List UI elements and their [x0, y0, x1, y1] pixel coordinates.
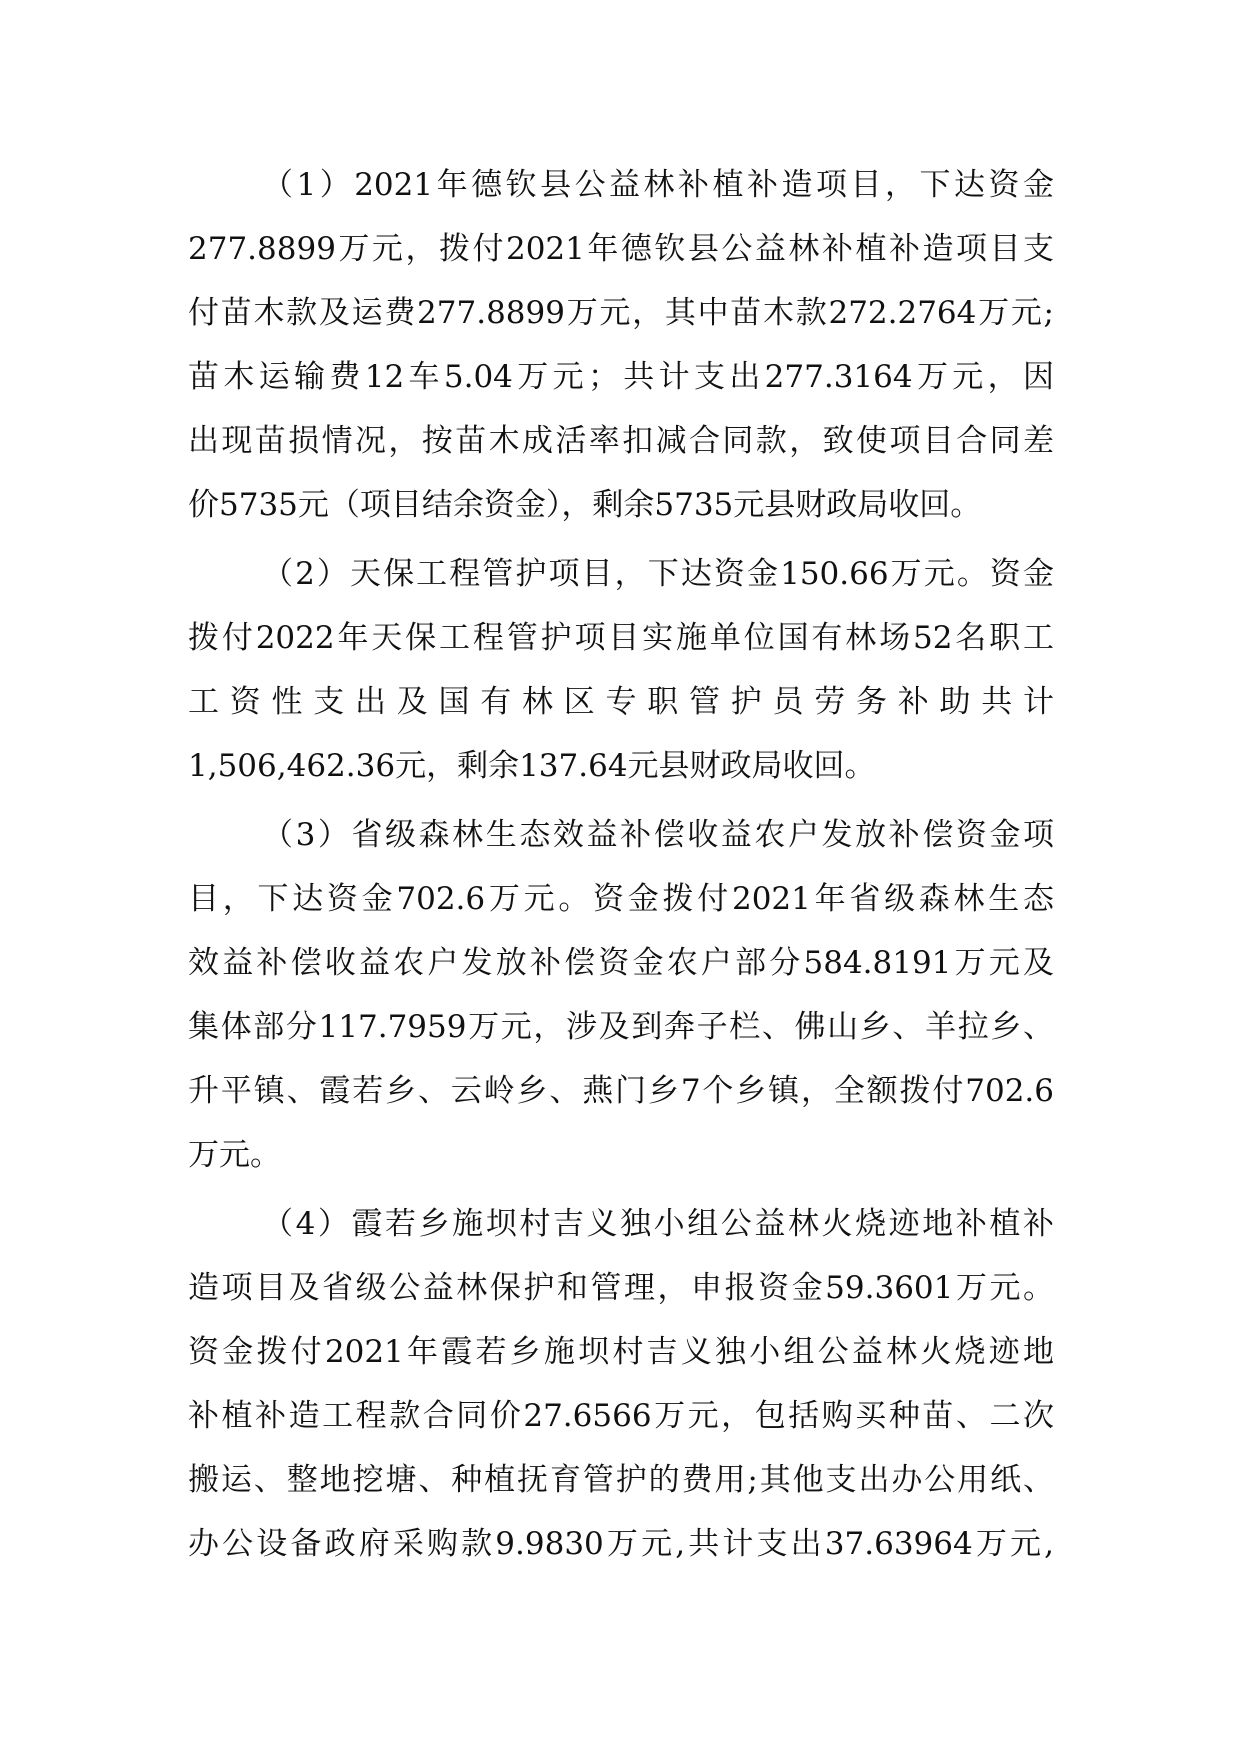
text-line: 出现苗损情况，按苗木成活率扣减合同款，致使项目合同差 [188, 423, 1054, 459]
text-line: 资金拨付2021年霞若乡施坝村吉义独小组公益林火烧迹地 [188, 1334, 1054, 1370]
text-line: 拨付2022年天保工程管护项目实施单位国有林场52名职工 [188, 620, 1054, 656]
text-line: （3）省级森林生态效益补偿收益农户发放补偿资金项 [262, 817, 1054, 853]
text-line: 277.8899万元，拨付2021年德钦县公益林补植补造项目支 [188, 231, 1054, 267]
paragraph [188, 551, 1054, 807]
text-line: 造项目及省级公益林保护和管理，申报资金59.3601万元。 [188, 1270, 1054, 1306]
text-line: 价5735元（项目结余资金），剩余5735元县财政局收回。 [188, 487, 982, 523]
text-line: （4）霞若乡施坝村吉义独小组公益林火烧迹地补植补 [262, 1206, 1054, 1242]
text-line: 搬运、整地挖塘、种植抚育管护的费用;其他支出办公用纸、 [188, 1462, 1054, 1498]
paragraph [188, 1201, 1054, 1585]
text-line: 效益补偿收益农户发放补偿资金农户部分584.8191万元及 [188, 945, 1054, 981]
document-page [188, 162, 1054, 1590]
text-line: （2）天保工程管护项目，下达资金150.66万元。资金 [262, 556, 1054, 592]
text-line: 升平镇、霞若乡、云岭乡、燕门乡7个乡镇，全额拨付702.6 [188, 1073, 1054, 1109]
text-line: 付苗木款及运费277.8899万元，其中苗木款272.2764万元; [188, 295, 1054, 331]
text-line: 集体部分117.7959万元，涉及到奔子栏、佛山乡、羊拉乡、 [188, 1009, 1054, 1045]
paragraph [188, 812, 1054, 1196]
text-line: 工资性支出及国有林区专职管护员劳务补助共计 [188, 684, 1054, 720]
text-line: 万元。 [188, 1137, 281, 1173]
text-line: 目，下达资金702.6万元。资金拨付2021年省级森林生态 [188, 881, 1054, 917]
text-line: 1,506,462.36元，剩余137.64元县财政局收回。 [188, 748, 876, 784]
text-line: （1）2021年德钦县公益林补植补造项目，下达资金 [262, 167, 1054, 203]
text-line: 办公设备政府采购款9.9830万元,共计支出37.63964万元, [188, 1526, 1054, 1562]
paragraph [188, 162, 1054, 546]
text-line: 补植补造工程款合同价27.6566万元，包括购买种苗、二次 [188, 1398, 1054, 1434]
text-line: 苗木运输费12车5.04万元；共计支出277.3164万元，因 [188, 359, 1054, 395]
